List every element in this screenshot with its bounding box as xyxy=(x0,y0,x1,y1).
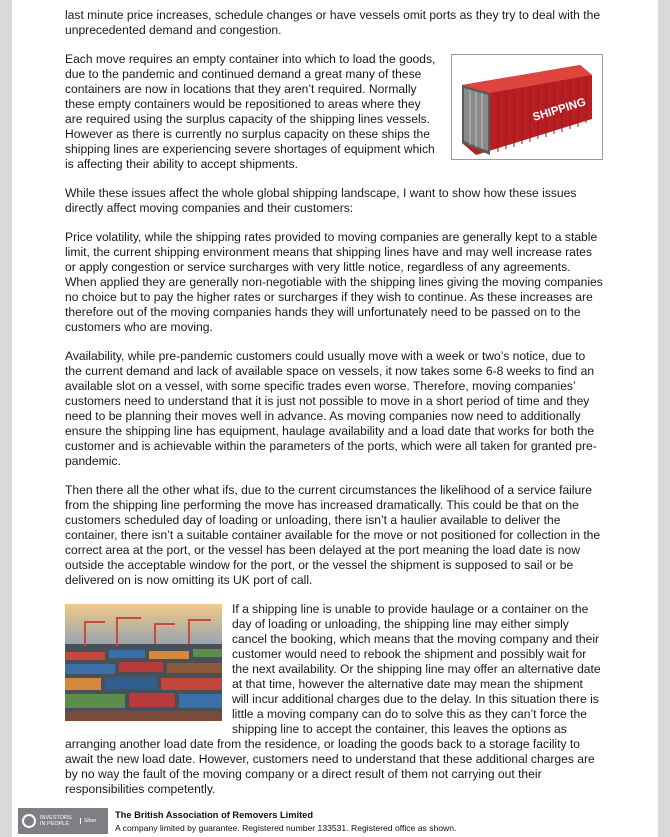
paragraph-empty-containers: Each move requires an empty container into which to load the goods, due to the pandemic and continued demand a great many of these containers are now in locations that they aren’t required. Normally these empty containers would be repositioned to areas where they are required using the surplus capacity of the shipping lines vessels. However as there is currently no surplus capacity on these ships the shipping lines are experiencing severe shortages of equipment which is affecting their ability to accept shipments. xyxy=(65,52,436,171)
paragraph-intro-continued: last minute price increases, schedule changes or have vessels omit ports as they try to deal with the unprecedented demand and congestion. xyxy=(65,8,601,37)
paragraph-what-ifs: Then there all the other what ifs, due to the current circumstances the likelihood of a service failure from the shipping line performing the move has increased dramatically. This could be that on the customers scheduled day of loading or unloading, there isn’t a haulier available to deliver the container, there isn’t a suitable container available for the move or not positioned for collection in the correct area at the port, or the vessel has been delayed at the port meaning the load date is now outside the acceptable window for the port, or the vessel the shipment is supposed to sail or be delivered on is now omitting its UK port of call. xyxy=(65,483,601,587)
paragraph-global-landscape: While these issues affect the whole global shipping landscape, I want to show how these issues directly affect moving companies and their customers: xyxy=(65,186,577,215)
port-photo xyxy=(65,604,222,721)
badge-line-1: INVESTORS xyxy=(40,815,72,821)
container-port-illustration xyxy=(65,604,222,721)
iip-logo-icon xyxy=(22,814,36,828)
investors-in-people-badge xyxy=(18,808,108,834)
paragraph-availability: Availability, while pre-pandemic customers could usually move with a week or two’s notice, due to the current demand and lack of available space on vessels, it now takes some 6-8 weeks to find an available slot on a vessel, with some specific trades even worse. Therefore, moving companies’ customers need to understand that it is just not possible to move in a short period of time and they need to be planning their moves well in advance. As moving companies now need to additionally ensure the shipping line has equipment, haulage availability and a load date that works for both the customer and is achievable within the parameters of the ports, which were all taken for granted pre-pandemic. xyxy=(65,349,597,468)
paragraph-price-volatility: Price volatility, while the shipping rates provided to moving companies are generally kept to a stable limit, the current shipping environment means that shipping lines have and may well increase rates or apply congestion or service surcharges with very little notice, regardless of any agreements. When applied they are generally non-negotiable with the shipping lines giving the moving companies no choice but to pay the higher rates or surcharges if they wish to continue. As these increases are therefore out of the moving companies hands they will unfortunately need to be passed on to the customers who are moving. xyxy=(65,230,603,334)
shipping-container-image xyxy=(451,54,603,160)
container-label: SHIPPING xyxy=(531,96,588,124)
badge-line-2: IN PEOPLE xyxy=(40,821,70,827)
footer xyxy=(12,806,658,837)
document-body xyxy=(65,8,603,811)
document-page xyxy=(12,0,658,837)
shipping-container-illustration xyxy=(452,55,602,159)
badge-level: Silver xyxy=(80,818,97,824)
footer-org-name: The British Association of Removers Limited xyxy=(115,810,314,820)
paragraph-cancellation: If a shipping line is unable to provide haulage or a container on the day of loading or unloading, the shipping line may either simply cancel the booking, which means that the moving company and their customer would need to rebook the shipment and possibly wait for the next availability. Or the shipping line may offer an alternative date at that time, however the alternative date may mean the shipment will incur additional charges due to the delay. In this situation there is little a moving company can do to solve this as they can’t force the shipping line to accept the container, this leaves the options as arranging another load date from the residence, or loading the goods back to a storage facility to await the new load date. However, customers need to understand that these additional charges are by no way the fault of the moving company or a direct result of them not carrying out their responsibilities competently. xyxy=(65,602,601,796)
footer-registration: A company limited by guarantee. Registered number 133531. Registered office as shown. xyxy=(115,823,457,833)
